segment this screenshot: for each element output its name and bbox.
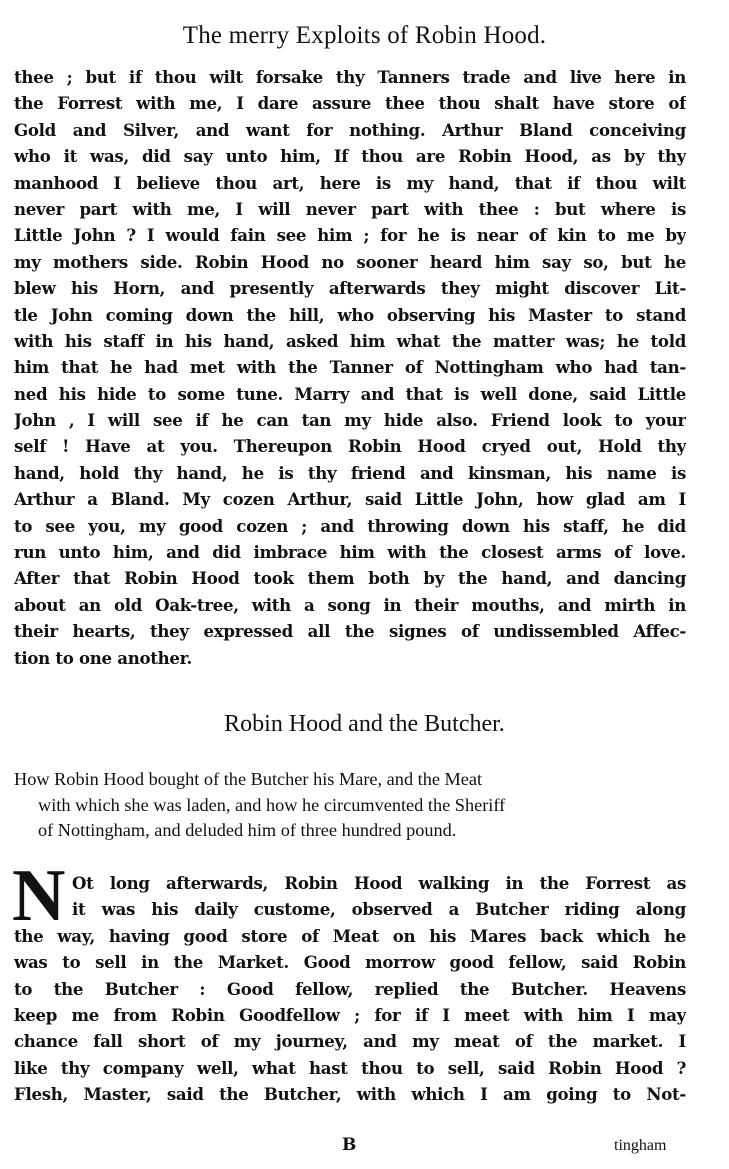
text-line: Arthur a Bland. My cozen Arthur, said Little John, how glad am I <box>14 489 686 510</box>
text-line: who it was, did say unto him, If thou are Robin Hood, as by thy <box>14 146 686 167</box>
text-line: it was his daily custome, observed a Butcher riding along <box>72 899 686 920</box>
text-line: with his staff in his hand, asked him what the matter was; he told <box>14 330 686 351</box>
text-line: thee ; but if thou wilt forsake thy Tanners trade and live here in <box>14 67 686 87</box>
catchword: tingham <box>614 1137 667 1154</box>
section-title: Robin Hood and the Butcher. <box>224 711 505 737</box>
text-line: about an old Oak-tree, with a song in their mouths, and mirth in <box>14 594 686 615</box>
text-line: keep me from Robin Goodfellow ; for if I meet with him I may <box>14 1004 686 1025</box>
text-line: like thy company well, what hast thou to sell, said Robin Hood ? <box>14 1057 686 1078</box>
signature-mark: B <box>342 1135 357 1155</box>
text-line: tion to one another. <box>14 647 193 668</box>
text-line: Ot long afterwards, Robin Hood walking in the Forrest as <box>72 873 686 893</box>
text-line: self ! Have at you. Thereupon Robin Hood cryed out, Hold thy <box>14 436 686 457</box>
text-line: never part with me, I will never part with thee : but where is <box>14 198 686 219</box>
running-head: The merry Exploits of Robin Hood. <box>182 22 547 49</box>
argument-line: of Nottingham, and deluded him of three hundred pound. <box>38 820 457 840</box>
text-line: was to sell in the Market. Good morrow good fellow, said Robin <box>14 952 686 973</box>
text-line: blew his Horn, and presently afterwards they might discover Lit- <box>14 278 686 299</box>
text-line: the way, having good store of Meat on his Mares back which he <box>14 925 686 946</box>
text-line: After that Robin Hood took them both by the hand, and dancing <box>14 568 686 589</box>
text-line: to the Butcher : Good fellow, replied the Butcher. Heavens <box>14 978 686 999</box>
text-line: Gold and Silver, and want for nothing. Arthur Bland conceiving <box>14 119 686 140</box>
text-line: my mothers side. Robin Hood no sooner heard him say so, but he <box>14 251 686 272</box>
text-line: run unto him, and did imbrace him with the closest arms of love. <box>14 542 686 563</box>
drop-cap: N <box>12 855 66 937</box>
argument-line: with which she was laden, and how he circumvented the Sheriff <box>38 794 506 815</box>
text-line: Flesh, Master, said the Butcher, with which I am going to Not- <box>14 1084 686 1105</box>
text-line: chance fall short of my journey, and my meat of the market. I <box>14 1031 686 1052</box>
argument-line: How Robin Hood bought of the Butcher his Mare, and the Meat <box>14 769 483 789</box>
text-line: tle John coming down the hill, who observing his Master to stand <box>14 304 686 325</box>
text-line: hand, hold thy hand, he is thy friend and kinsman, his name is <box>14 462 686 483</box>
text-line: John , I will see if he can tan my hide also. Friend look to your <box>14 410 686 431</box>
text-line: their hearts, they expressed all the signes of undissembled Affec- <box>14 621 686 642</box>
text-line: Little John ? I would fain see him ; for he is near of kin to me by <box>14 225 686 246</box>
text-line: to see you, my good cozen ; and throwing down his staff, he did <box>14 515 686 536</box>
text-line: the Forrest with me, I dare assure thee thou shalt have store of <box>14 93 686 114</box>
text-line: him that he had met with the Tanner of Nottingham who had tan- <box>14 357 686 378</box>
paragraph-tanner <box>14 64 686 671</box>
paragraph-butcher <box>14 870 686 1108</box>
text-line: ned his hide to some tune. Marry and that is well done, said Little <box>14 383 686 404</box>
text-line: manhood I believe thou art, here is my hand, that if thou wilt <box>14 172 686 193</box>
chapter-argument <box>14 767 686 844</box>
